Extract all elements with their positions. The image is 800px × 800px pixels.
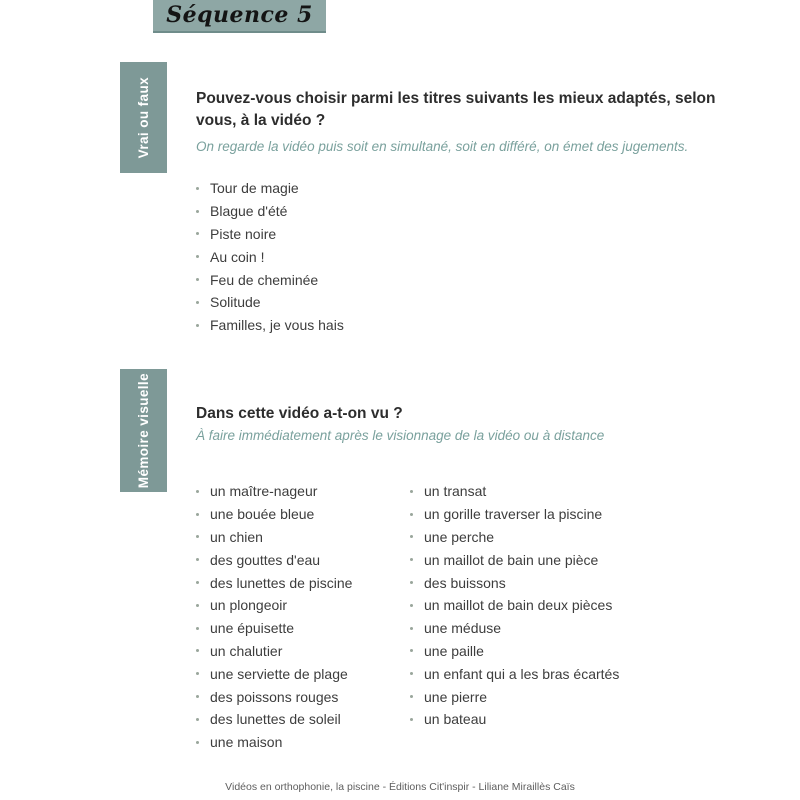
list-item — [410, 548, 619, 571]
bullet-icon — [410, 695, 413, 698]
bullet-icon — [196, 695, 199, 698]
list-item-label: une méduse — [424, 620, 502, 637]
section-2-instruction: À faire immédiatement après le visionnage de la vidéo ou à distance — [196, 428, 605, 443]
bullet-icon — [196, 627, 199, 630]
list-item — [196, 268, 344, 291]
list-item-label: un bateau — [424, 711, 487, 728]
list-item — [410, 708, 619, 731]
list-item — [410, 480, 619, 503]
bullet-icon — [410, 604, 413, 607]
list-item — [196, 503, 352, 526]
list-item-label: une bouée bleue — [210, 506, 315, 523]
section-label-memoire-visuelle — [120, 369, 167, 492]
list-item-label: des lunettes de piscine — [210, 574, 353, 591]
list-item — [196, 640, 352, 663]
list-item-label: Tour de magie — [210, 180, 299, 197]
list-item — [196, 177, 344, 200]
bullet-icon — [410, 718, 413, 721]
list-item — [410, 662, 619, 685]
bullet-icon — [196, 649, 199, 652]
list-item-label: un chalutier — [210, 642, 283, 659]
bullet-icon — [410, 558, 413, 561]
list-item — [196, 731, 352, 754]
list-item — [196, 617, 352, 640]
list-item-label: une pierre — [424, 688, 488, 705]
list-item-label: un enfant qui a les bras écartés — [424, 665, 620, 682]
list-item-label: un gorille traverser la piscine — [424, 506, 603, 523]
list-item — [196, 480, 352, 503]
list-item-label: un maillot de bain deux pièces — [424, 597, 613, 614]
bullet-icon — [196, 232, 199, 235]
bullet-icon — [410, 490, 413, 493]
list-item — [196, 685, 352, 708]
list-item-label: Blague d'été — [210, 203, 288, 220]
list-item — [196, 223, 344, 246]
list-item-label: une serviette de plage — [210, 665, 348, 682]
list-item — [196, 200, 344, 223]
page-title: Séquence 5 — [166, 1, 313, 28]
bullet-icon — [410, 535, 413, 538]
bullet-icon — [196, 490, 199, 493]
bullet-icon — [410, 513, 413, 516]
bullet-icon — [410, 627, 413, 630]
bullet-icon — [410, 581, 413, 584]
bullet-icon — [196, 718, 199, 721]
list-item — [410, 594, 619, 617]
list-item-label: un maître-nageur — [210, 483, 318, 500]
list-item-label: des lunettes de soleil — [210, 711, 341, 728]
section-1-question: Pouvez-vous choisir parmi les titres suivants les mieux adaptés, selon vous, à la vidéo ? — [196, 90, 716, 129]
list-item — [410, 503, 619, 526]
list-item — [196, 662, 352, 685]
bullet-icon — [196, 278, 199, 281]
list-item-label: une paille — [424, 642, 484, 659]
list-item — [410, 526, 619, 549]
section-label-vrai-ou-faux — [120, 62, 167, 173]
list-item-label: des poissons rouges — [210, 688, 339, 705]
list-item — [410, 640, 619, 663]
bullet-icon — [196, 741, 199, 744]
footer-credit: Vidéos en orthophonie, la piscine - Éditions Cit'inspir - Liliane Miraillès Caïs — [225, 781, 575, 793]
list-item-label: Familles, je vous hais — [210, 317, 344, 334]
bullet-icon — [196, 558, 199, 561]
list-item-label: Au coin ! — [210, 248, 265, 265]
list-item — [196, 548, 352, 571]
titles-list — [196, 177, 344, 337]
bullet-icon — [196, 324, 199, 327]
bullet-icon — [196, 604, 199, 607]
bullet-icon — [196, 210, 199, 213]
list-item-label: des gouttes d'eau — [210, 551, 321, 568]
list-item-label: Solitude — [210, 294, 261, 311]
section-2-question: Dans cette vidéo a-t-on vu ? — [196, 405, 403, 422]
list-item — [196, 571, 352, 594]
list-item — [196, 708, 352, 731]
list-item-label: un chien — [210, 528, 263, 545]
bullet-icon — [196, 535, 199, 538]
bullet-icon — [196, 513, 199, 516]
list-item-label: Feu de cheminée — [210, 271, 319, 288]
section-label-text: Vrai ou faux — [136, 76, 151, 159]
list-item-label: une maison — [210, 734, 283, 751]
bullet-icon — [196, 255, 199, 258]
list-item — [410, 685, 619, 708]
list-item — [196, 594, 352, 617]
list-item — [196, 245, 344, 268]
bullet-icon — [196, 301, 199, 304]
list-item — [410, 571, 619, 594]
list-item-label: des buissons — [424, 574, 506, 591]
list-item-label: une perche — [424, 528, 495, 545]
list-item-label: un transat — [424, 483, 487, 500]
seen-items-column-1 — [196, 480, 352, 754]
list-item-label: un plongeoir — [210, 597, 288, 614]
list-item-label: une épuisette — [210, 620, 295, 637]
seen-items-column-2 — [410, 480, 619, 731]
bullet-icon — [196, 672, 199, 675]
list-item — [196, 314, 344, 337]
list-item — [410, 617, 619, 640]
bullet-icon — [196, 581, 199, 584]
section-label-text: Mémoire visuelle — [136, 372, 151, 489]
bullet-icon — [410, 672, 413, 675]
list-item-label: un maillot de bain une pièce — [424, 551, 599, 568]
bullet-icon — [410, 649, 413, 652]
sequence-header-box — [153, 0, 326, 33]
list-item-label: Piste noire — [210, 225, 277, 242]
list-item — [196, 526, 352, 549]
bullet-icon — [196, 187, 199, 190]
section-1-instruction: On regarde la vidéo puis soit en simultané, soit en différé, on émet des jugements. — [196, 139, 689, 154]
list-item — [196, 291, 344, 314]
